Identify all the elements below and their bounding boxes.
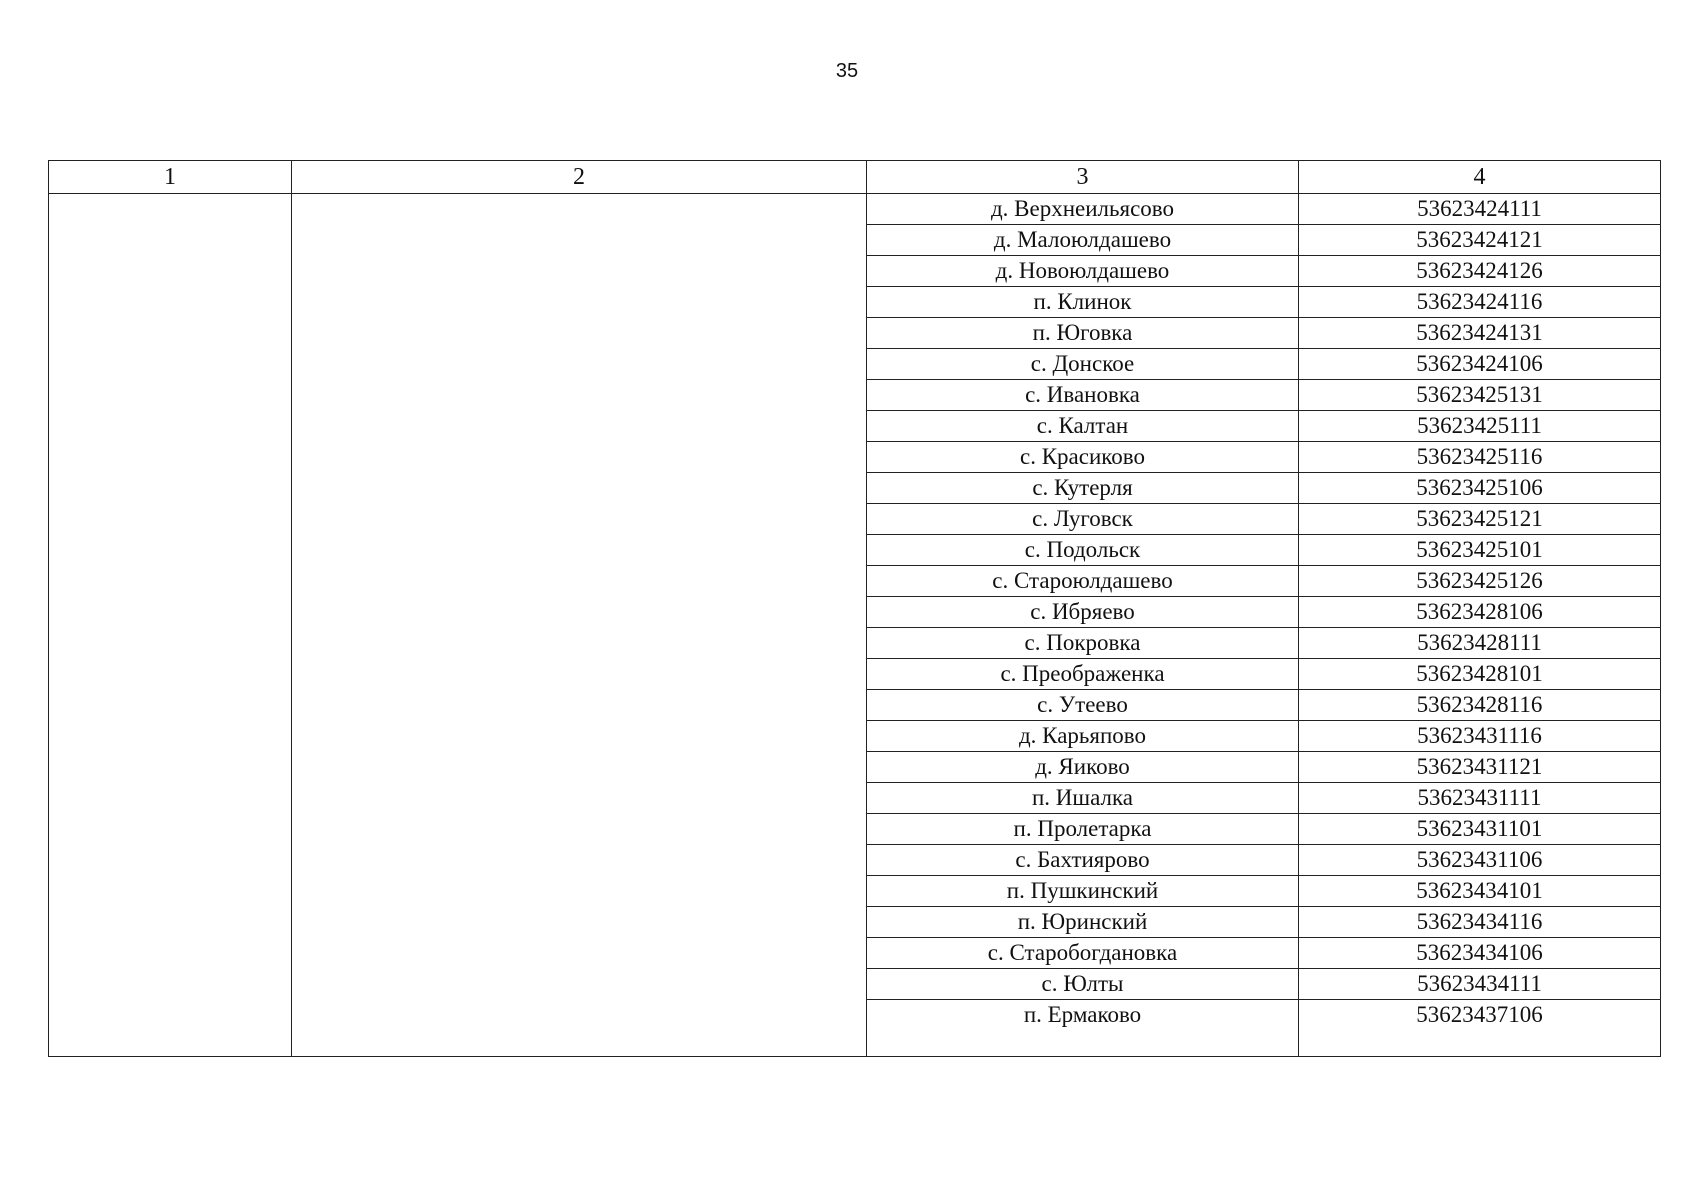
settlement-code-cell: 53623431116 bbox=[1299, 721, 1661, 752]
settlement-code-cell: 53623425126 bbox=[1299, 566, 1661, 597]
settlement-code-cell: 53623424111 bbox=[1299, 194, 1661, 225]
col-2-cell bbox=[292, 194, 867, 1057]
settlement-code-cell: 53623425116 bbox=[1299, 442, 1661, 473]
settlement-name-cell: д. Карьяпово bbox=[867, 721, 1299, 752]
settlement-name-cell: с. Ибряево bbox=[867, 597, 1299, 628]
settlement-name-cell: п. Пушкинский bbox=[867, 876, 1299, 907]
col-1-cell bbox=[49, 194, 292, 1057]
settlement-name-cell: п. Ермаково bbox=[867, 1000, 1299, 1057]
settlement-name-cell: с. Бахтиярово bbox=[867, 845, 1299, 876]
settlement-code-cell: 53623424116 bbox=[1299, 287, 1661, 318]
settlement-code-cell: 53623431111 bbox=[1299, 783, 1661, 814]
settlement-name-cell: п. Клинок bbox=[867, 287, 1299, 318]
settlements-table bbox=[48, 160, 1661, 1057]
settlement-code-cell: 53623424121 bbox=[1299, 225, 1661, 256]
settlement-code-cell: 53623431106 bbox=[1299, 845, 1661, 876]
table-header bbox=[49, 161, 1661, 194]
settlement-code-cell: 53623428106 bbox=[1299, 597, 1661, 628]
settlement-name-cell: с. Донское bbox=[867, 349, 1299, 380]
settlement-name-cell: с. Луговск bbox=[867, 504, 1299, 535]
settlement-code-cell: 53623425111 bbox=[1299, 411, 1661, 442]
settlement-name-cell: с. Подольск bbox=[867, 535, 1299, 566]
settlement-name-cell: п. Юринский bbox=[867, 907, 1299, 938]
settlement-name-cell: д. Верхнеильясово bbox=[867, 194, 1299, 225]
settlement-name-cell: п. Юговка bbox=[867, 318, 1299, 349]
header-col-1: 1 bbox=[49, 161, 292, 194]
settlement-code-cell: 53623428116 bbox=[1299, 690, 1661, 721]
settlement-name-cell: с. Старобогдановка bbox=[867, 938, 1299, 969]
table-row bbox=[49, 194, 1661, 225]
settlement-name-cell: с. Покровка bbox=[867, 628, 1299, 659]
settlement-name-cell: п. Пролетарка bbox=[867, 814, 1299, 845]
settlement-code-cell: 53623424106 bbox=[1299, 349, 1661, 380]
settlement-code-cell: 53623424126 bbox=[1299, 256, 1661, 287]
settlement-name-cell: с. Красиково bbox=[867, 442, 1299, 473]
settlement-name-cell: д. Малоюлдашево bbox=[867, 225, 1299, 256]
table-body bbox=[49, 194, 1661, 1057]
settlement-code-cell: 53623434101 bbox=[1299, 876, 1661, 907]
settlement-name-cell: с. Калтан bbox=[867, 411, 1299, 442]
settlement-code-cell: 53623437106 bbox=[1299, 1000, 1661, 1057]
settlement-code-cell: 53623425121 bbox=[1299, 504, 1661, 535]
settlement-name-cell: с. Ивановка bbox=[867, 380, 1299, 411]
settlement-name-cell: с. Староюлдашево bbox=[867, 566, 1299, 597]
settlement-name-cell: п. Ишалка bbox=[867, 783, 1299, 814]
settlement-name-cell: д. Яиково bbox=[867, 752, 1299, 783]
settlement-name-cell: с. Юлты bbox=[867, 969, 1299, 1000]
settlement-name-cell: д. Новоюлдашево bbox=[867, 256, 1299, 287]
settlement-code-cell: 53623434106 bbox=[1299, 938, 1661, 969]
settlement-code-cell: 53623425131 bbox=[1299, 380, 1661, 411]
settlement-code-cell: 53623434116 bbox=[1299, 907, 1661, 938]
header-col-3: 3 bbox=[867, 161, 1299, 194]
settlement-code-cell: 53623428101 bbox=[1299, 659, 1661, 690]
settlement-name-cell: с. Кутерля bbox=[867, 473, 1299, 504]
header-col-2: 2 bbox=[292, 161, 867, 194]
settlement-code-cell: 53623431121 bbox=[1299, 752, 1661, 783]
header-col-4: 4 bbox=[1299, 161, 1661, 194]
settlement-code-cell: 53623425101 bbox=[1299, 535, 1661, 566]
settlement-name-cell: с. Утеево bbox=[867, 690, 1299, 721]
settlement-code-cell: 53623424131 bbox=[1299, 318, 1661, 349]
settlement-code-cell: 53623428111 bbox=[1299, 628, 1661, 659]
settlement-code-cell: 53623425106 bbox=[1299, 473, 1661, 504]
settlement-code-cell: 53623431101 bbox=[1299, 814, 1661, 845]
settlement-code-cell: 53623434111 bbox=[1299, 969, 1661, 1000]
header-row bbox=[49, 161, 1661, 194]
settlement-name-cell: с. Преображенка bbox=[867, 659, 1299, 690]
page-number: 35 bbox=[835, 60, 859, 82]
